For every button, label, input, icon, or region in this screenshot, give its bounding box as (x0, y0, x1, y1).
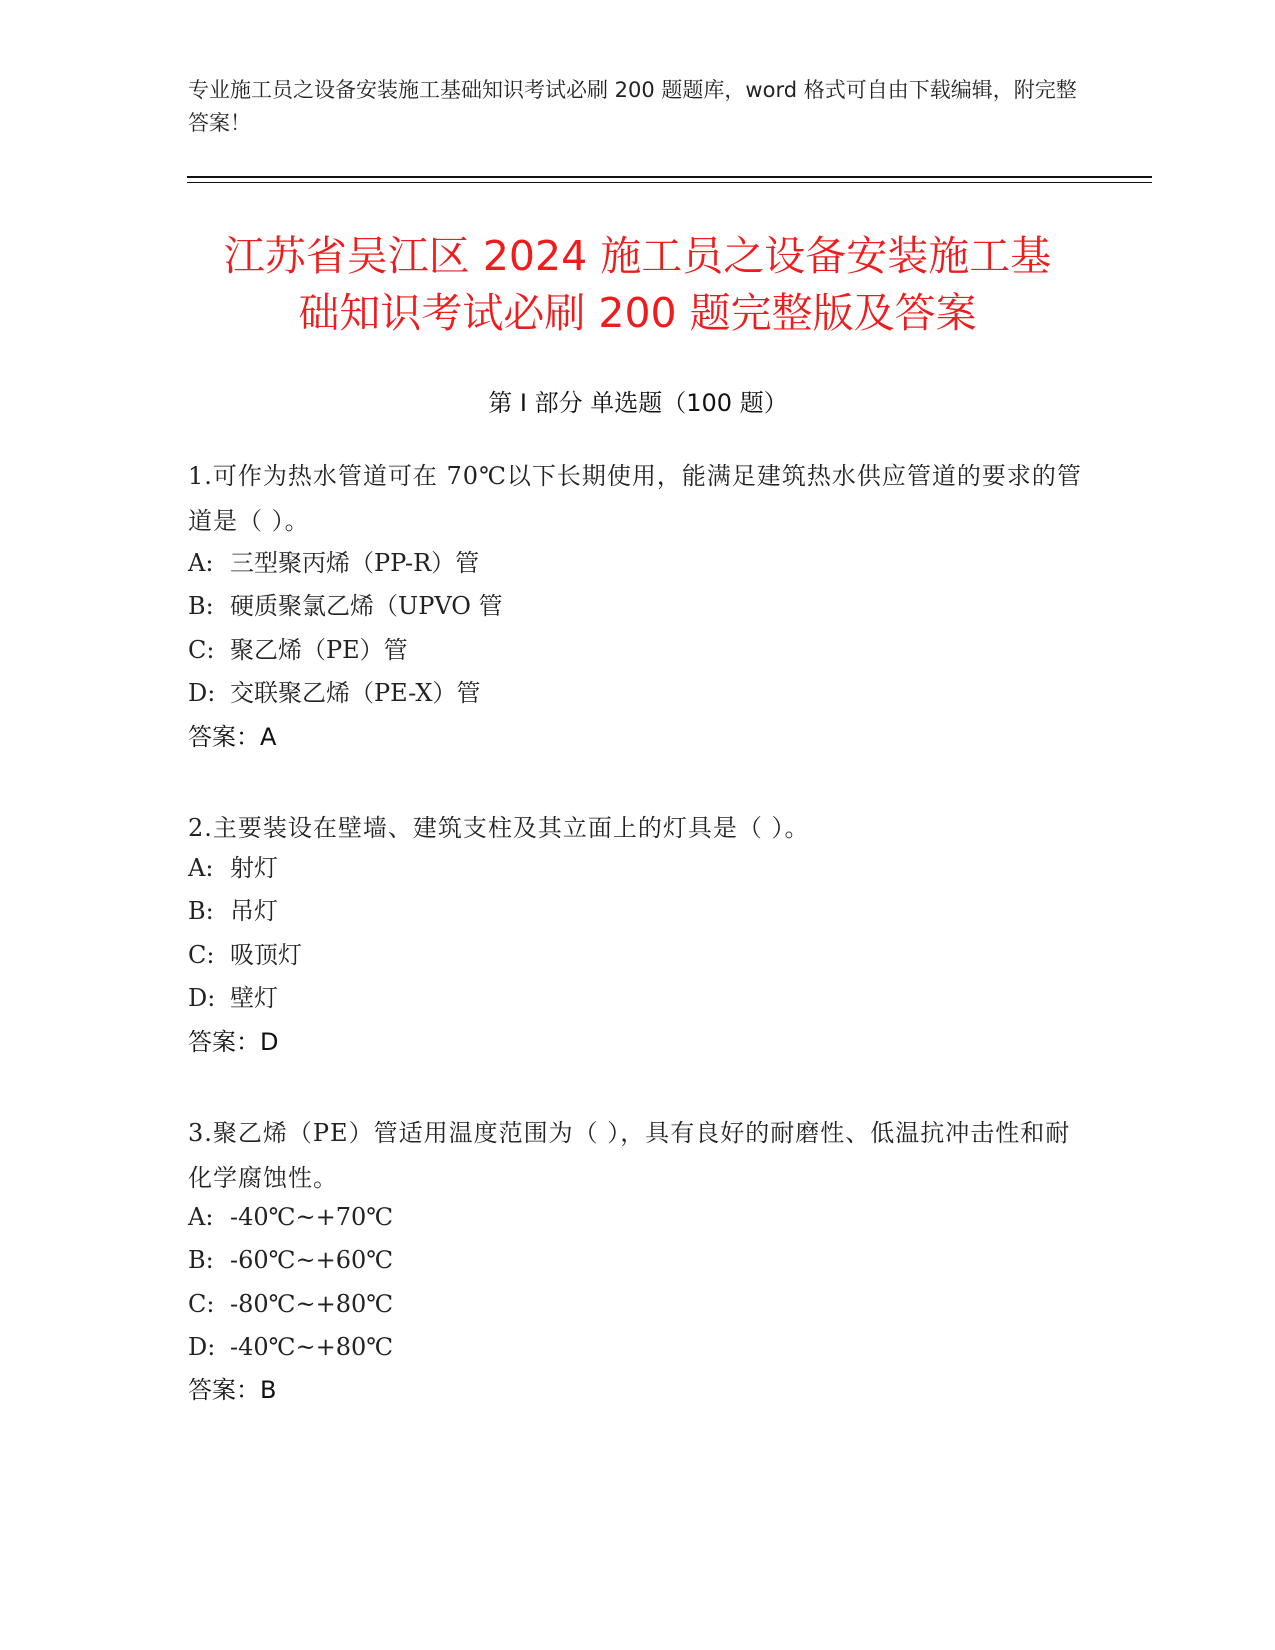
question-2-text: 2.主要装设在壁墙、建筑支柱及其立面上的灯具是（ ）。 (188, 814, 810, 842)
option-text: 射灯 (230, 854, 278, 882)
option-label: B: (188, 592, 214, 620)
option-label: A: (188, 549, 214, 577)
option-label: B: (188, 897, 214, 925)
option-label: D: (188, 984, 216, 1012)
section-heading: 第 I 部分 单选题（100 题） (488, 389, 788, 417)
question-3-option-d (188, 1330, 1088, 1364)
option-text: -80℃~+80℃ (230, 1290, 394, 1318)
option-label: C: (188, 636, 215, 664)
option-text: 吊灯 (230, 897, 278, 925)
option-label: A: (188, 854, 214, 882)
title-line-2: 础知识考试必刷 200 题完整版及答案 (298, 289, 977, 337)
option-label: C: (188, 1290, 215, 1318)
option-text: 壁灯 (230, 984, 278, 1012)
title-line-1: 江苏省吴江区 2024 施工员之设备安装施工基 (223, 232, 1052, 280)
question-1-answer: 答案：A (188, 723, 277, 751)
question-1-option-d (188, 676, 1088, 710)
option-text: 交联聚乙烯（PE-X）管 (230, 679, 481, 707)
question-1-text: 1.可作为热水管道可在 70℃以下长期使用，能满足建筑热水供应管道的要求的管道是（ ）。 (188, 462, 1082, 535)
question-3-option-b (188, 1243, 1088, 1277)
header-divider-thick (187, 176, 1152, 178)
question-2-option-a (188, 851, 1088, 885)
option-text: 硬质聚氯乙烯（UPVO 管 (230, 592, 503, 620)
question-2-option-c (188, 938, 1088, 972)
option-label: B: (188, 1246, 214, 1274)
option-label: C: (188, 941, 215, 969)
question-2-answer: 答案：D (188, 1028, 279, 1056)
question-1-option-a (188, 546, 1088, 580)
option-text: -40℃~+70℃ (230, 1203, 394, 1231)
question-3-option-a (188, 1200, 1088, 1234)
option-text: -40℃~+80℃ (230, 1333, 394, 1361)
question-1-option-c (188, 633, 1088, 667)
question-3-option-c (188, 1287, 1088, 1321)
header-divider-thin (187, 182, 1152, 183)
option-text: 聚乙烯（PE）管 (230, 636, 408, 664)
header-note: 专业施工员之设备安装施工基础知识考试必刷 200 题题库，word 格式可自由下载编辑，附完整答案！ (188, 78, 1077, 135)
question-3-text: 3.聚乙烯（PE）管适用温度范围为（ ），具有良好的耐磨性、低温抗冲击性和耐化学腐蚀性。 (188, 1119, 1071, 1192)
option-label: D: (188, 1333, 216, 1361)
question-2-option-b (188, 894, 1088, 928)
option-text: -60℃~+60℃ (230, 1246, 394, 1274)
document-title (140, 228, 1135, 342)
question-2-option-d (188, 981, 1088, 1015)
option-text: 三型聚丙烯（PP-R）管 (230, 549, 480, 577)
option-text: 吸顶灯 (230, 941, 302, 969)
option-label: A: (188, 1203, 214, 1231)
option-label: D: (188, 679, 216, 707)
question-1-option-b (188, 589, 1088, 623)
question-3-answer: 答案：B (188, 1376, 277, 1404)
